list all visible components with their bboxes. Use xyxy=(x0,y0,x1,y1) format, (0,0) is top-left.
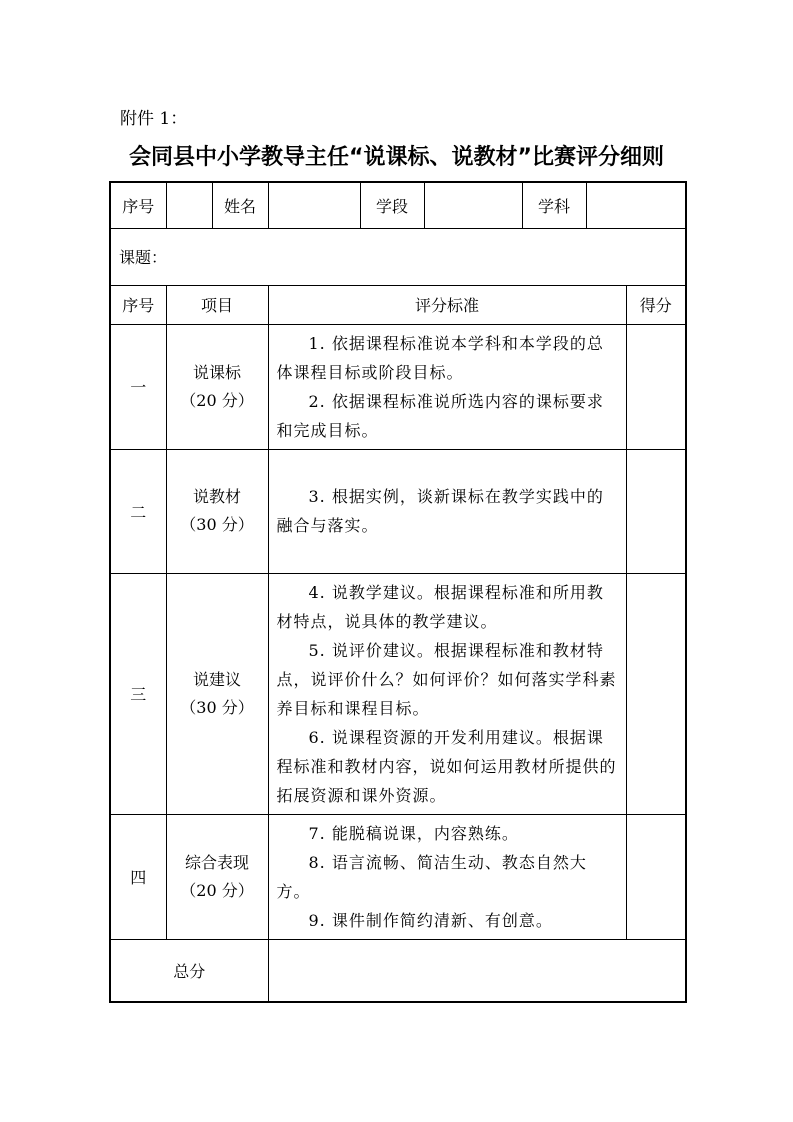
seq-label: 序号 xyxy=(110,182,166,228)
item-name: 说教材 xyxy=(192,487,241,506)
item-name: 说课标 xyxy=(192,362,241,382)
row-seq: 三 xyxy=(110,573,166,814)
topic-row xyxy=(110,228,686,285)
topic-cell[interactable] xyxy=(110,228,686,285)
row-item xyxy=(166,324,268,449)
subject-label: 学科 xyxy=(522,182,586,228)
header-score: 得分 xyxy=(626,285,686,324)
row-seq: 四 xyxy=(110,814,166,939)
document-title: 会同县中小学教导主任“说课标、说教材”比赛评分细则 xyxy=(129,145,664,170)
row-item xyxy=(166,814,268,939)
seq-value-field[interactable] xyxy=(166,182,212,228)
criterion: 4. 说教学建议。根据课程标准和所用教材特点，说具体的教学建议。 xyxy=(276,582,604,631)
criterion: 3. 根据实例，谈新课标在教学实践中的融合与落实。 xyxy=(276,487,604,535)
item-points: （30 分） xyxy=(180,697,254,717)
row-item xyxy=(166,573,268,814)
header-seq: 序号 xyxy=(110,285,166,324)
row-score-field[interactable] xyxy=(626,449,686,573)
item-name: 说建议 xyxy=(192,669,241,689)
criterion: 8. 语言流畅、简洁生动、教态自然大方。 xyxy=(276,852,587,901)
item-name: 综合表现 xyxy=(184,852,249,872)
attachment-label: 附件 1： xyxy=(120,109,188,129)
row-item xyxy=(166,449,268,573)
header-item: 项目 xyxy=(166,285,268,324)
row-seq: 二 xyxy=(110,449,166,573)
row-score-field[interactable] xyxy=(626,814,686,939)
row-criteria xyxy=(268,324,626,449)
table-row xyxy=(110,449,686,573)
total-row xyxy=(110,939,686,1002)
item-points: （20 分） xyxy=(180,390,254,410)
info-row xyxy=(110,182,686,228)
name-value-field[interactable] xyxy=(268,182,360,228)
scoring-table xyxy=(109,181,687,1003)
row-score-field[interactable] xyxy=(626,324,686,449)
criterion: 1. 依据课程标准说本学科和本学段的总体课程目标或阶段目标。 xyxy=(276,333,604,382)
total-label: 总分 xyxy=(110,939,268,1002)
name-label: 姓名 xyxy=(212,182,268,228)
criterion: 2. 依据课程标准说所选内容的课标要求和完成目标。 xyxy=(276,391,604,440)
subject-value-field[interactable] xyxy=(586,182,686,228)
stage-label: 学段 xyxy=(360,182,424,228)
topic-label: 课题： xyxy=(119,248,168,267)
criterion: 6. 说课程资源的开发利用建议。根据课程标准和教材内容，说如何运用教材所提供的拓展资源和课外资源。 xyxy=(276,727,617,805)
criterion: 7. 能脱稿说课，内容熟练。 xyxy=(308,823,519,843)
row-criteria xyxy=(268,449,626,573)
table-row xyxy=(110,324,686,449)
total-value-field[interactable] xyxy=(268,939,686,1002)
criterion: 5. 说评价建议。根据课程标准和教材特点，说评价什么？如何评价？如何落实学科素养目标和课程目标。 xyxy=(276,640,617,718)
row-criteria xyxy=(268,573,626,814)
criteria-header-row xyxy=(110,285,686,324)
row-seq: 一 xyxy=(110,324,166,449)
criterion: 9. 课件制作简约清新、有创意。 xyxy=(308,910,553,930)
row-score-field[interactable] xyxy=(626,573,686,814)
table-row xyxy=(110,814,686,939)
item-points: （20 分） xyxy=(180,880,254,900)
row-criteria xyxy=(268,814,626,939)
item-points: （30 分） xyxy=(180,515,254,534)
table-row xyxy=(110,573,686,814)
stage-value-field[interactable] xyxy=(424,182,522,228)
header-criteria: 评分标准 xyxy=(268,285,626,324)
